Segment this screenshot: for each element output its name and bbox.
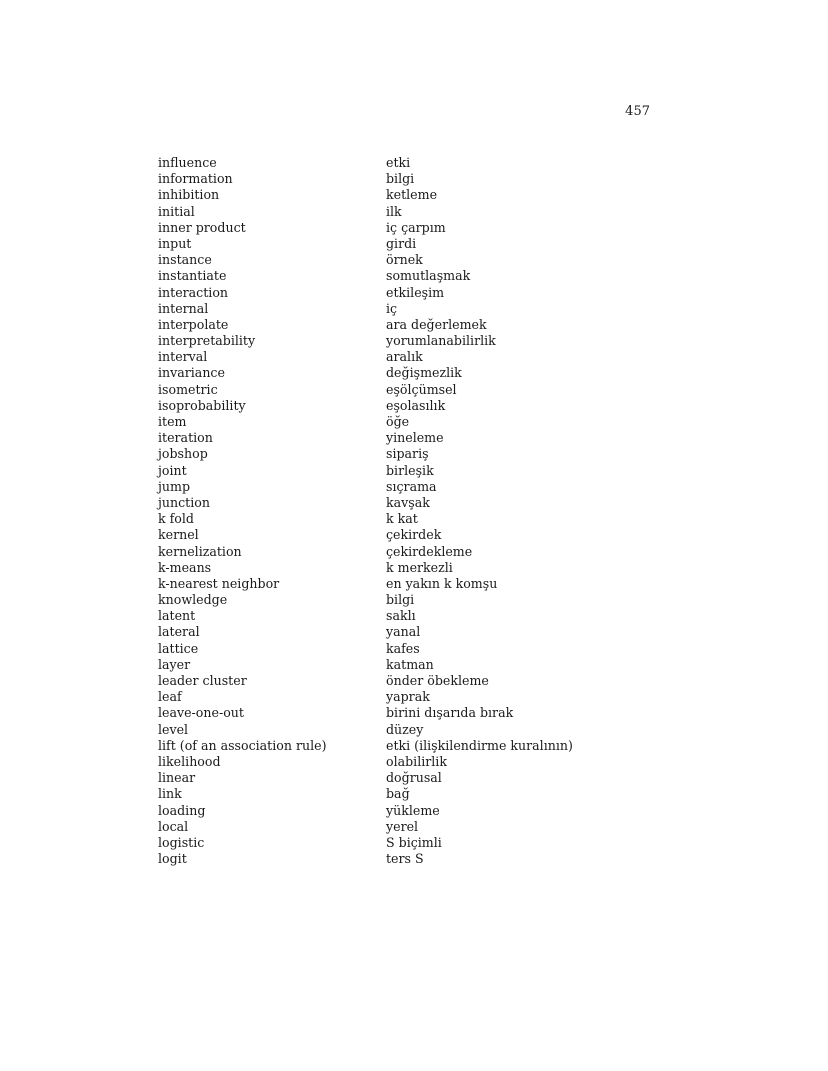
glossary-term: kernel	[158, 527, 199, 543]
glossary-translation: etki (ilişkilendirme kuralının)	[386, 737, 573, 753]
glossary-entry	[158, 365, 658, 381]
glossary-entry	[158, 689, 658, 705]
glossary-term: information	[158, 171, 233, 187]
glossary-term: latent	[158, 608, 196, 624]
glossary-term: leave-one-out	[158, 705, 244, 721]
glossary-entry	[158, 738, 658, 754]
glossary-term: logistic	[158, 834, 205, 850]
glossary-term: local	[158, 818, 189, 834]
glossary-term: interval	[158, 349, 208, 365]
glossary-entry	[158, 673, 658, 689]
glossary-translation: ilk	[386, 203, 402, 219]
glossary-term: loading	[158, 802, 206, 818]
glossary-term: item	[158, 414, 187, 429]
glossary-translation: yorumlanabilirlik	[386, 333, 496, 349]
glossary-translation: kavşak	[386, 494, 430, 510]
glossary-entry	[158, 754, 658, 770]
glossary-term: leaf	[158, 689, 182, 705]
glossary-translation: girdi	[386, 235, 417, 251]
glossary-entry	[158, 220, 658, 236]
glossary-term: interaction	[158, 284, 229, 300]
glossary-entry	[158, 268, 658, 284]
glossary-entry	[158, 204, 658, 220]
glossary-translation: önder öbekleme	[386, 673, 489, 688]
glossary-term: instantiate	[158, 268, 227, 284]
glossary-term: likelihood	[158, 753, 221, 769]
glossary-entry	[158, 349, 658, 365]
glossary-translation: iç çarpım	[386, 219, 446, 235]
glossary-entry	[158, 317, 658, 333]
glossary-translation: sipariş	[386, 446, 429, 462]
glossary-term: layer	[158, 656, 191, 672]
glossary-entry	[158, 592, 658, 608]
glossary-translation: saklı	[386, 608, 416, 624]
glossary-entry	[158, 155, 658, 171]
glossary-translation: öğe	[386, 414, 410, 429]
glossary-term: initial	[158, 203, 195, 219]
glossary-translation: etkileşim	[386, 284, 445, 300]
glossary-term: invariance	[158, 365, 225, 381]
glossary-entry	[158, 187, 658, 203]
glossary-translation: yanal	[386, 624, 421, 640]
glossary-entry	[158, 511, 658, 527]
glossary-term: lattice	[158, 640, 199, 656]
glossary-translation: bağ	[386, 786, 410, 802]
glossary-entry	[158, 430, 658, 446]
glossary-translation: doğrusal	[386, 770, 442, 786]
glossary-translation: kafes	[386, 640, 420, 656]
glossary-entry	[158, 786, 658, 802]
glossary-translation: k kat	[386, 511, 418, 527]
glossary-entry	[158, 544, 658, 560]
glossary-translation: değişmezlik	[386, 365, 462, 381]
glossary-term: jobshop	[158, 446, 208, 462]
glossary-entry	[158, 495, 658, 511]
glossary-translation: birleşik	[386, 462, 434, 478]
glossary-translation: eşölçümsel	[386, 381, 457, 397]
glossary-list	[158, 155, 658, 867]
glossary-entry	[158, 252, 658, 268]
glossary-term: isometric	[158, 381, 218, 397]
glossary-term: leader cluster	[158, 673, 247, 688]
glossary-translation: katman	[386, 656, 434, 672]
glossary-entry	[158, 624, 658, 640]
glossary-translation: ketleme	[386, 187, 438, 203]
glossary-translation: S biçimli	[386, 834, 442, 850]
glossary-translation: eşolasılık	[386, 397, 446, 413]
glossary-entry	[158, 803, 658, 819]
glossary-entry	[158, 285, 658, 301]
glossary-translation: aralık	[386, 349, 423, 365]
glossary-entry	[158, 479, 658, 495]
glossary-term: jump	[158, 478, 191, 494]
glossary-translation: etki	[386, 155, 411, 170]
glossary-entry	[158, 770, 658, 786]
glossary-entry	[158, 333, 658, 349]
glossary-term: inhibition	[158, 187, 220, 203]
glossary-term: lateral	[158, 624, 200, 640]
page-number: 457	[625, 104, 650, 119]
glossary-translation: çekirdekleme	[386, 543, 473, 559]
glossary-translation: somutlaşmak	[386, 268, 471, 284]
glossary-entry	[158, 657, 658, 673]
glossary-translation: ters S	[386, 851, 424, 867]
glossary-entry	[158, 722, 658, 738]
glossary-translation: iç	[386, 300, 398, 316]
glossary-entry	[158, 414, 658, 430]
glossary-entry	[158, 851, 658, 867]
glossary-entry	[158, 398, 658, 414]
glossary-term: interpolate	[158, 316, 229, 332]
glossary-term: inner product	[158, 219, 246, 235]
glossary-entry	[158, 301, 658, 317]
glossary-entry	[158, 576, 658, 592]
glossary-term: internal	[158, 300, 209, 316]
glossary-term: interpretability	[158, 333, 256, 349]
glossary-translation: bilgi	[386, 592, 415, 608]
glossary-entry	[158, 705, 658, 721]
glossary-translation: yükleme	[386, 802, 440, 818]
glossary-term: knowledge	[158, 592, 228, 608]
glossary-term: k-nearest neighbor	[158, 575, 280, 591]
glossary-translation: ara değerlemek	[386, 316, 487, 332]
glossary-entry	[158, 446, 658, 462]
glossary-entry	[158, 382, 658, 398]
glossary-entry	[158, 835, 658, 851]
glossary-entry	[158, 463, 658, 479]
glossary-term: linear	[158, 770, 196, 786]
glossary-translation: düzey	[386, 721, 424, 737]
glossary-term: link	[158, 786, 182, 802]
glossary-translation: bilgi	[386, 171, 415, 187]
glossary-term: level	[158, 721, 189, 737]
glossary-translation: örnek	[386, 252, 423, 268]
glossary-term: input	[158, 235, 192, 251]
glossary-translation: yerel	[386, 818, 419, 834]
glossary-translation: olabilirlik	[386, 753, 447, 769]
glossary-term: influence	[158, 155, 217, 170]
glossary-entry	[158, 560, 658, 576]
glossary-term: kernelization	[158, 543, 242, 559]
glossary-entry	[158, 819, 658, 835]
glossary-term: joint	[158, 462, 187, 478]
glossary-translation: yineleme	[386, 430, 444, 446]
glossary-entry	[158, 171, 658, 187]
glossary-term: lift (of an association rule)	[158, 737, 327, 753]
glossary-translation: birini dışarıda bırak	[386, 705, 514, 721]
glossary-term: logit	[158, 851, 187, 867]
glossary-translation: çekirdek	[386, 527, 442, 543]
glossary-term: k fold	[158, 511, 194, 527]
glossary-entry	[158, 641, 658, 657]
glossary-term: iteration	[158, 430, 213, 446]
glossary-term: k-means	[158, 559, 212, 575]
glossary-term: instance	[158, 252, 212, 268]
glossary-translation: k merkezli	[386, 559, 453, 575]
glossary-entry	[158, 236, 658, 252]
glossary-translation: yaprak	[386, 689, 430, 705]
glossary-translation: en yakın k komşu	[386, 575, 498, 591]
glossary-entry	[158, 527, 658, 543]
glossary-term: isoprobability	[158, 397, 246, 413]
glossary-entry	[158, 608, 658, 624]
glossary-term: junction	[158, 494, 210, 510]
glossary-translation: sıçrama	[386, 478, 437, 494]
